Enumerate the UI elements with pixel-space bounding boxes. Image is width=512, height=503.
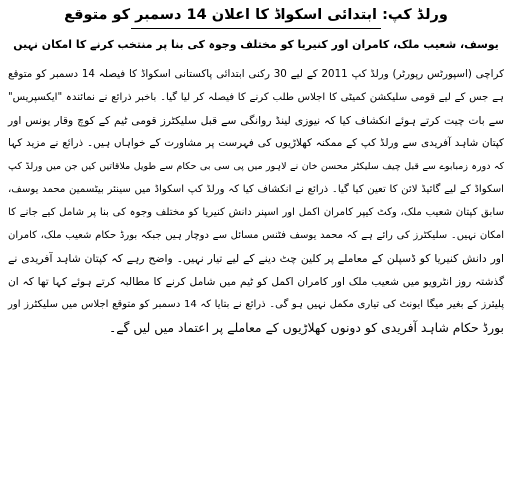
body-line: سے بات چیت کرتے ہوئے انکشاف کیا کہ نیوزی لینڈ روانگی سے قبل سلیکٹرز قومی ٹیم کے کوچ وقار یونس اور <box>8 114 504 127</box>
body-line: اور دانش کنیریا کو ڈسپلن کے معاملے پر کلین چٹ دینے کے لیے تیار نہیں۔ واضح رہے کہ کپتان شاہد آفریدی نے <box>8 252 504 265</box>
article-headline: ورلڈ کپ: ابتدائی اسکواڈ کا اعلان 14 دسمبر کو متوقع <box>64 7 448 23</box>
body-line: اسکواڈ کے لیے گائیڈ لائن کا تعین کیا گیا۔ ذرائع نے انکشاف کیا کہ ورلڈ کپ اسکواڈ میں سینئر بیٹسمین محمد یوسف، <box>8 184 504 195</box>
headline-underline <box>131 28 381 29</box>
article-subheadline: یوسف، شعیب ملک، کامران اور کنیریا کو مختلف وجوہ کی بنا پر منتخب کرنے کا امکان نہیں <box>13 38 499 51</box>
body-line: کہ دورہ زمبابوے سے قبل چیف سلیکٹر محسن خان نے لاہور میں پی سی بی حکام سے طویل ملاقاتیں کیں جن میں ورلڈ کپ <box>8 161 504 172</box>
body-line: بورڈ حکام شاہد آفریدی کو دونوں کھلاڑیوں کے معاملے پر اعتماد میں لیں گے۔ <box>109 320 504 335</box>
body-line: امکان نہیں۔ سلیکٹرز کی رائے ہے کہ محمد یوسف فٹنس مسائل سے دوچار ہیں جبکہ بورڈ حکام شعیب ملک، کامران <box>8 230 504 241</box>
article-body <box>8 63 504 339</box>
body-line: سابق کپتان شعیب ملک، وکٹ کیپر کامران اکمل اور اسپنر دانش کنیریا کو مختلف وجوہ کی بنا پر شامل کیے جانے کا <box>8 207 504 218</box>
body-line: ہے جس کے لیے قومی سلیکشن کمیٹی کا اجلاس طلب کرنے کا فیصلہ کر لیا گیا۔ باخبر ذرائع نے نمائندہ "ایکسپریس" <box>8 92 504 103</box>
body-line: پلیئرز کے بغیر میگا ایونٹ کی تیاری مکمل نہیں ہو گی۔ ذرائع نے بتایا کہ 14 دسمبر کو متوقع اجلاس میں سلیکٹرز اور <box>8 299 504 310</box>
body-line: کراچی (اسپورٹس رپورٹر) ورلڈ کپ 2011 کے لیے 30 رکنی ابتدائی پاکستانی اسکواڈ کا فیصلہ 14 دسمبر کو متوقع <box>8 68 505 80</box>
body-line: گذشتہ روز انٹرویو میں شعیب ملک اور کامران اکمل کو ٹیم میں شامل کرنے کا مطالبہ کرتے ہوئے کہا تھا کہ ان <box>8 275 504 288</box>
body-line: کپتان شاہد آفریدی سے ورلڈ کپ کے ممکنہ کھلاڑیوں کی فہرست پر مشاورت کے خواہاں ہیں۔ ذرائع نے مزید کہا <box>8 137 504 149</box>
